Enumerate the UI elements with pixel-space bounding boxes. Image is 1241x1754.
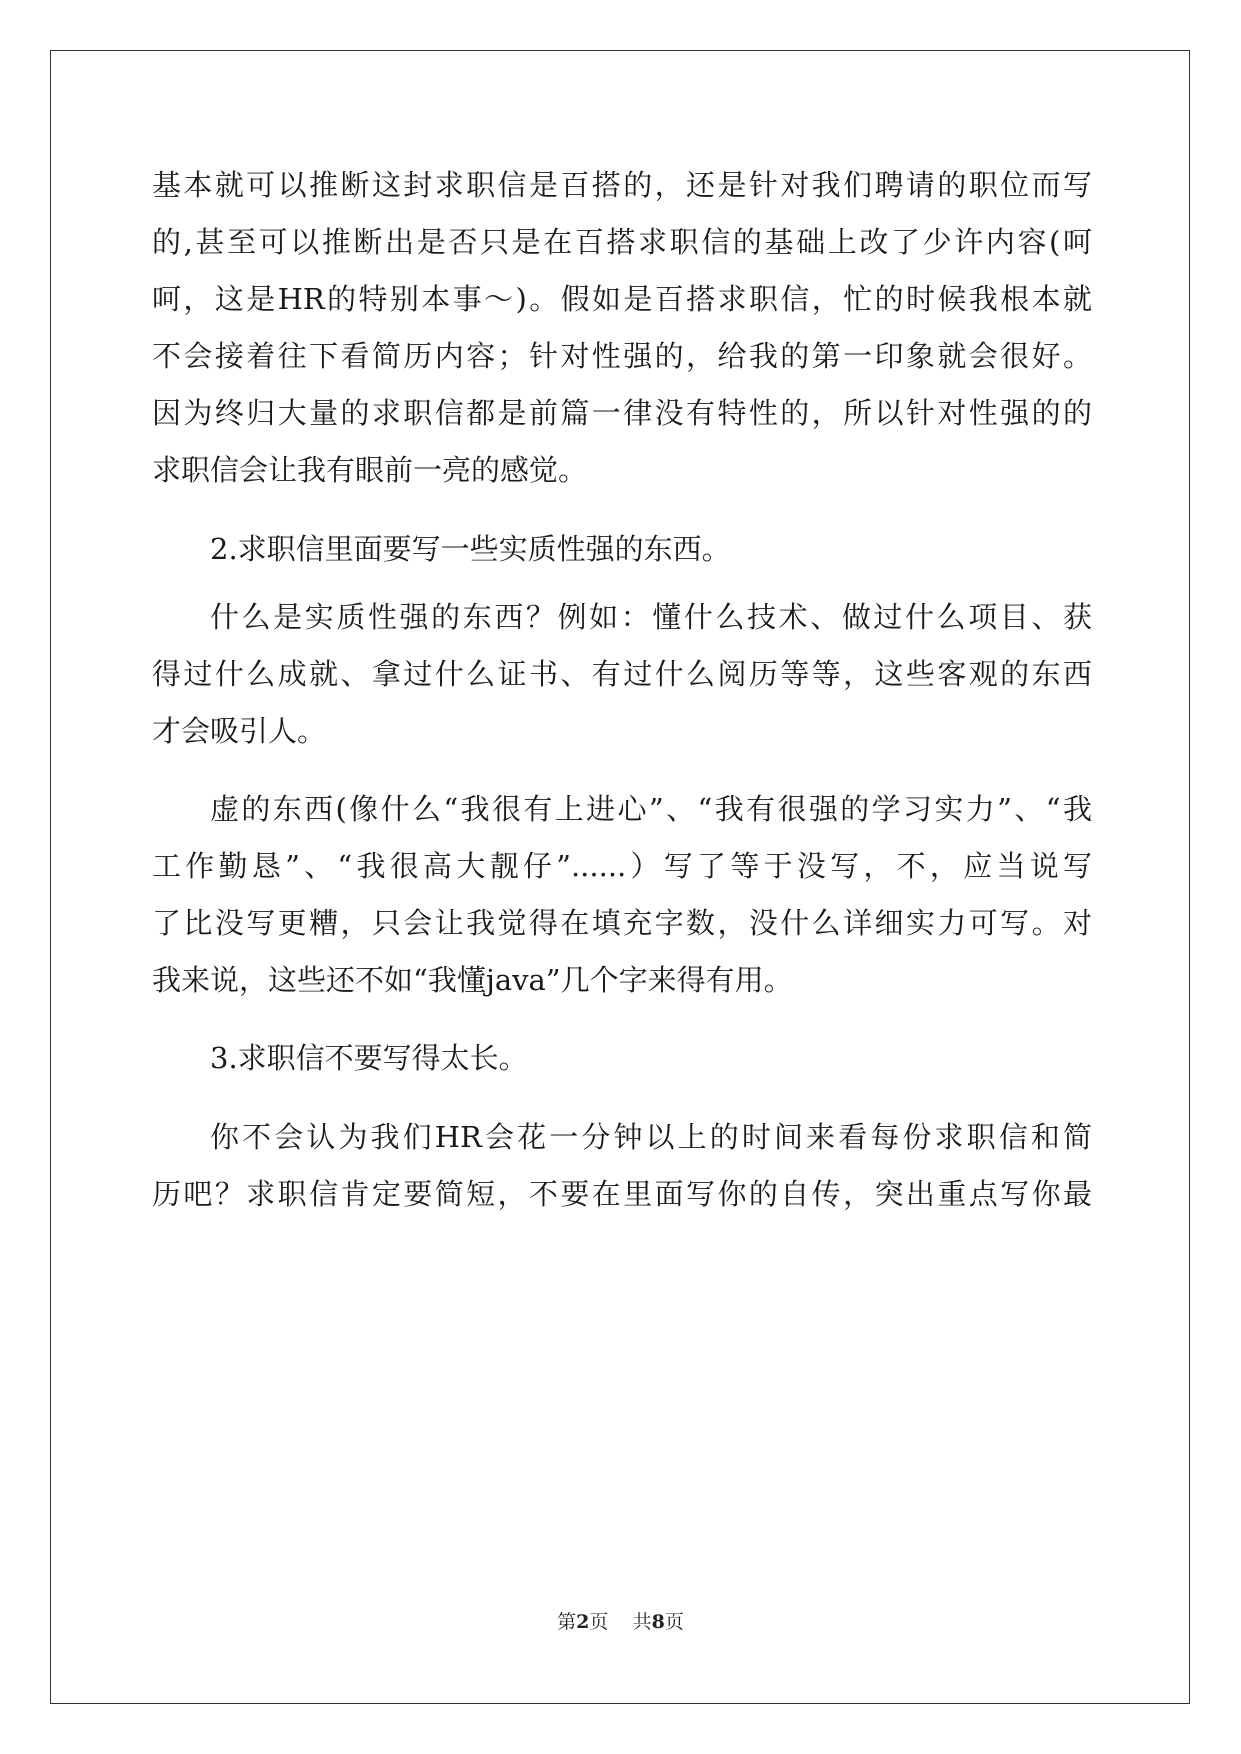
text-line: 你不会认为我们HR会花一分钟以上的时间来看每份求职信和简: [210, 1120, 1092, 1154]
text-line: 呵，这是HR的特别本事～)。假如是百搭求职信，忙的时候我根本就: [152, 282, 1092, 316]
text-line: 基本就可以推断这封求职信是百搭的，还是针对我们聘请的职位而写: [152, 168, 1092, 202]
text-line: 不会接着往下看简历内容；针对性强的，给我的第一印象就会很好。: [152, 339, 1092, 373]
total-page-count: 8: [651, 1611, 665, 1633]
current-page-number: 2: [576, 1611, 590, 1633]
text-line: 的,甚至可以推断出是否只是在百搭求职信的基础上改了少许内容(呵: [152, 225, 1092, 259]
text-line: 工作勤恳”、“我很高大靓仔”......）写了等于没写，不，应当说写: [152, 849, 1092, 883]
text-line: 虚的东西(像什么“我很有上进心”、“我有很强的学习实力”、“我: [210, 792, 1092, 826]
section-heading: 3.求职信不要写得太长。: [210, 1041, 528, 1075]
footer-suffix: 页: [664, 1611, 684, 1633]
footer-prefix: 第: [557, 1611, 577, 1633]
text-line: 因为终归大量的求职信都是前篇一律没有特性的，所以针对性强的的: [152, 396, 1092, 430]
text-line: 得过什么成就、拿过什么证书、有过什么阅历等等，这些客观的东西: [152, 657, 1092, 691]
text-line: 了比没写更糟，只会让我觉得在填充字数，没什么详细实力可写。对: [152, 906, 1092, 940]
section-heading: 2.求职信里面要写一些实质性强的东西。: [210, 532, 731, 566]
text-line: 才会吸引人。: [152, 714, 327, 748]
text-line: 什么是实质性强的东西？例如：懂什么技术、做过什么项目、获: [210, 600, 1092, 634]
text-line: 我来说，这些还不如“我懂java”几个字来得有用。: [152, 963, 793, 997]
footer-mid: 页 共: [589, 1611, 652, 1633]
page-footer: [0, 1610, 1241, 1634]
text-line: 历吧？求职信肯定要简短，不要在里面写你的自传，突出重点写你最: [152, 1177, 1092, 1211]
text-line: 求职信会让我有眼前一亮的感觉。: [152, 453, 588, 487]
